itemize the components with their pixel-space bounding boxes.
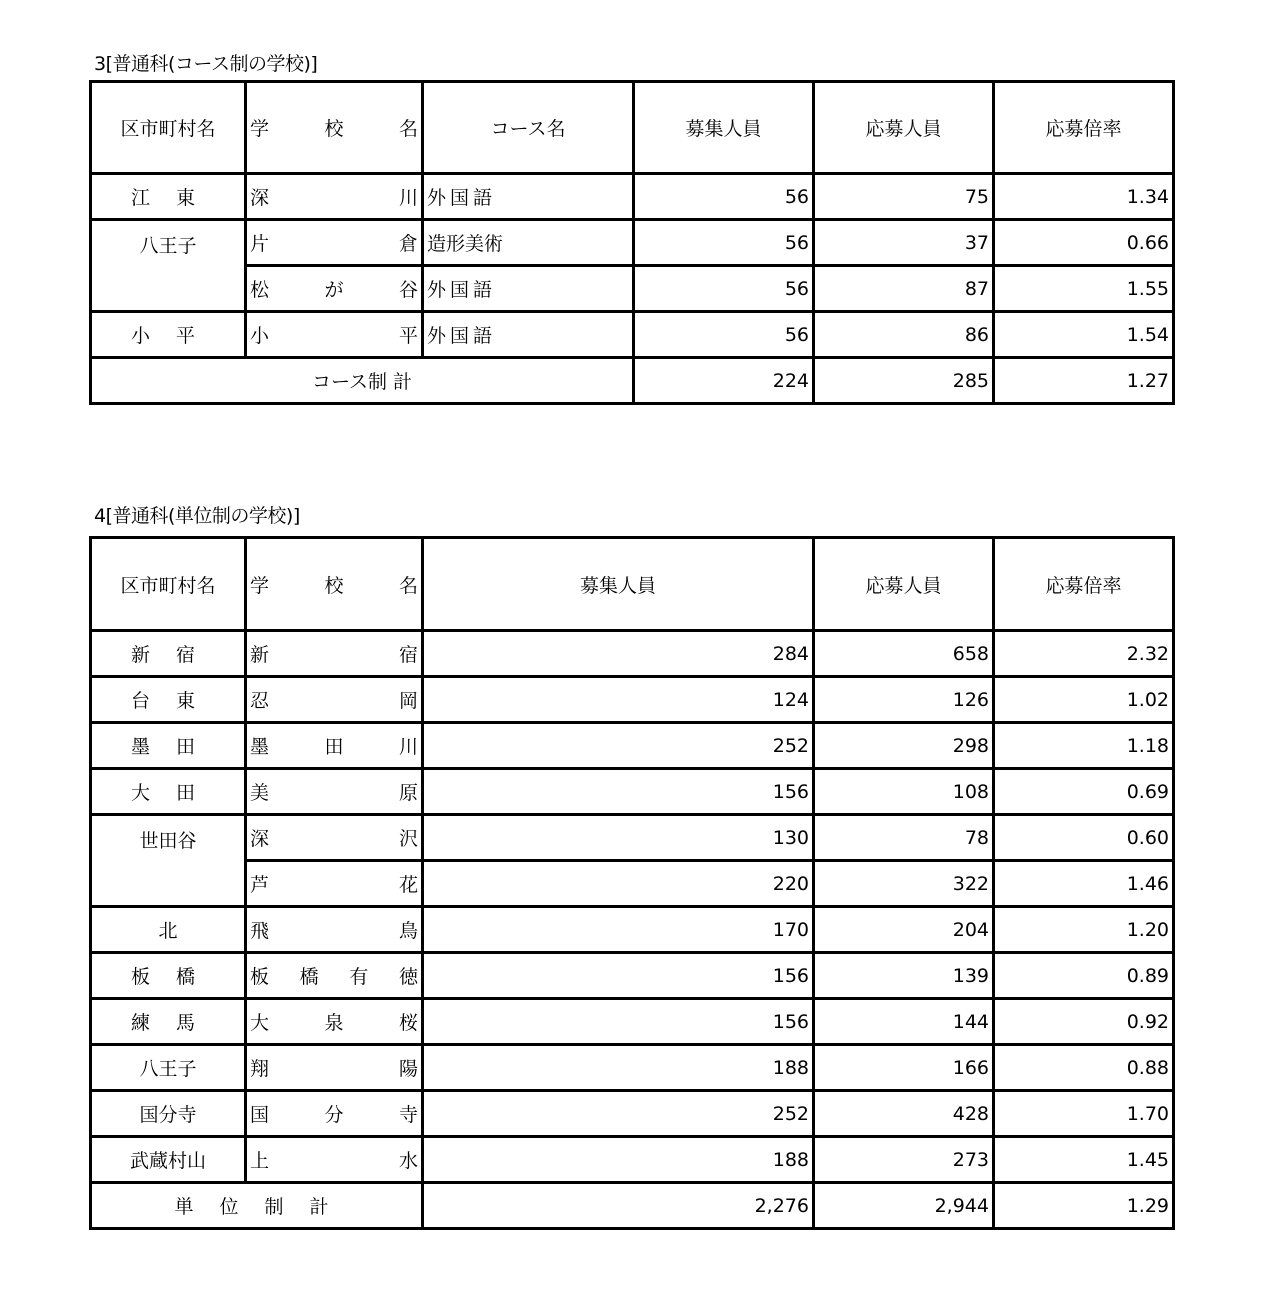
- header-ratio: 応募倍率: [994, 538, 1174, 631]
- course-cell: 外国語: [423, 174, 634, 220]
- school-cell: 上 水: [246, 1137, 423, 1183]
- table-row: [91, 815, 1174, 861]
- ratio-cell: 0.69: [994, 769, 1174, 815]
- capacity-cell: 56: [634, 174, 814, 220]
- header-school-char: 学: [250, 574, 270, 597]
- header-school-char: 校: [324, 118, 344, 140]
- capacity-cell: 284: [423, 631, 814, 677]
- ratio-cell: 1.55: [994, 266, 1174, 312]
- ratio-cell: 0.88: [994, 1045, 1174, 1091]
- total-ratio: 1.29: [994, 1183, 1174, 1229]
- capacity-cell: 170: [423, 907, 814, 953]
- course-cell: 造形美術: [423, 220, 634, 266]
- school-cell: 大 泉 桜: [246, 999, 423, 1045]
- header-applicants: 応募人員: [814, 82, 994, 174]
- total-label: 単 位 制 計: [91, 1183, 423, 1229]
- school-cell: 墨 田 川: [246, 723, 423, 769]
- total-capacity: 2,276: [423, 1183, 814, 1229]
- header-capacity: 募集人員: [634, 82, 814, 174]
- ratio-cell: 1.54: [994, 312, 1174, 358]
- applicants-cell: 428: [814, 1091, 994, 1137]
- school-cell: 忍 岡: [246, 677, 423, 723]
- applicants-cell: 298: [814, 723, 994, 769]
- table-row: [91, 1091, 1174, 1137]
- total-row: [91, 358, 1174, 404]
- header-row: [91, 82, 1174, 174]
- table-row: [91, 174, 1174, 220]
- applicants-cell: 86: [814, 312, 994, 358]
- ratio-cell: 1.70: [994, 1091, 1174, 1137]
- school-cell: 松 が 谷: [246, 266, 423, 312]
- header-capacity: 募集人員: [423, 538, 814, 631]
- table-row: [91, 631, 1174, 677]
- table-row: [91, 769, 1174, 815]
- total-ratio: 1.27: [994, 358, 1174, 404]
- applicants-cell: 322: [814, 861, 994, 907]
- district-cell: 国分寺: [91, 1091, 246, 1137]
- district-cell: 台 東: [91, 677, 246, 723]
- credit-schools-table: [89, 536, 1175, 1230]
- school-cell: 小 平: [246, 312, 423, 358]
- applicants-cell: 273: [814, 1137, 994, 1183]
- capacity-cell: 188: [423, 1045, 814, 1091]
- district-cell: 八王子: [91, 1045, 246, 1091]
- ratio-cell: 1.18: [994, 723, 1174, 769]
- ratio-cell: 2.32: [994, 631, 1174, 677]
- ratio-cell: 0.89: [994, 953, 1174, 999]
- school-cell: 飛 鳥: [246, 907, 423, 953]
- school-cell: 芦 花: [246, 861, 423, 907]
- header-school: [246, 82, 423, 174]
- capacity-cell: 156: [423, 999, 814, 1045]
- ratio-cell: 1.34: [994, 174, 1174, 220]
- capacity-cell: 56: [634, 266, 814, 312]
- table-row: [91, 312, 1174, 358]
- total-row: [91, 1183, 1174, 1229]
- district-cell: 小 平: [91, 312, 246, 358]
- school-cell: 美 原: [246, 769, 423, 815]
- table-row: [91, 953, 1174, 999]
- header-district: 区市町村名: [91, 538, 246, 631]
- school-cell: 板 橋 有 徳: [246, 953, 423, 999]
- table-row: [91, 220, 1174, 266]
- header-school-char: 学: [250, 118, 270, 140]
- section3-title: 3[普通科(コース制の学校)]: [94, 53, 318, 75]
- total-label: コース制 計: [91, 358, 634, 404]
- ratio-cell: 0.60: [994, 815, 1174, 861]
- table-row: [91, 907, 1174, 953]
- district-cell: 新 宿: [91, 631, 246, 677]
- district-cell: 世田谷: [91, 815, 246, 907]
- capacity-cell: 56: [634, 312, 814, 358]
- district-cell: 大 田: [91, 769, 246, 815]
- table-row: [91, 861, 1174, 907]
- applicants-cell: 126: [814, 677, 994, 723]
- capacity-cell: 156: [423, 953, 814, 999]
- course-cell: 外国語: [423, 312, 634, 358]
- ratio-cell: 1.02: [994, 677, 1174, 723]
- ratio-cell: 0.92: [994, 999, 1174, 1045]
- capacity-cell: 188: [423, 1137, 814, 1183]
- applicants-cell: 139: [814, 953, 994, 999]
- header-row: [91, 538, 1174, 631]
- ratio-cell: 1.45: [994, 1137, 1174, 1183]
- district-cell: 北: [91, 907, 246, 953]
- table-row: [91, 266, 1174, 312]
- ratio-cell: 1.20: [994, 907, 1174, 953]
- school-cell: 新 宿: [246, 631, 423, 677]
- applicants-cell: 87: [814, 266, 994, 312]
- total-capacity: 224: [634, 358, 814, 404]
- table-row: [91, 1045, 1174, 1091]
- school-cell: 深 沢: [246, 815, 423, 861]
- school-cell: 深 川: [246, 174, 423, 220]
- district-cell: 練 馬: [91, 999, 246, 1045]
- school-cell: 国 分 寺: [246, 1091, 423, 1137]
- course-cell: 外国語: [423, 266, 634, 312]
- capacity-cell: 124: [423, 677, 814, 723]
- school-cell: 翔 陽: [246, 1045, 423, 1091]
- header-school-char: 名: [398, 574, 418, 597]
- header-school: [246, 538, 423, 631]
- applicants-cell: 108: [814, 769, 994, 815]
- table-row: [91, 723, 1174, 769]
- applicants-cell: 37: [814, 220, 994, 266]
- course-schools-table: [89, 80, 1175, 405]
- ratio-cell: 1.46: [994, 861, 1174, 907]
- table-row: [91, 677, 1174, 723]
- applicants-cell: 144: [814, 999, 994, 1045]
- applicants-cell: 78: [814, 815, 994, 861]
- applicants-cell: 75: [814, 174, 994, 220]
- capacity-cell: 130: [423, 815, 814, 861]
- capacity-cell: 220: [423, 861, 814, 907]
- applicants-cell: 658: [814, 631, 994, 677]
- capacity-cell: 156: [423, 769, 814, 815]
- header-district: 区市町村名: [91, 82, 246, 174]
- section4-title: 4[普通科(単位制の学校)]: [94, 505, 300, 527]
- header-applicants: 応募人員: [814, 538, 994, 631]
- capacity-cell: 252: [423, 723, 814, 769]
- header-course: コース名: [423, 82, 634, 174]
- applicants-cell: 166: [814, 1045, 994, 1091]
- header-ratio: 応募倍率: [994, 82, 1174, 174]
- header-school-char: 校: [324, 574, 344, 597]
- table-row: [91, 1137, 1174, 1183]
- table-row: [91, 999, 1174, 1045]
- total-applicants: 285: [814, 358, 994, 404]
- district-cell: 武蔵村山: [91, 1137, 246, 1183]
- header-school-char: 名: [398, 118, 418, 140]
- total-applicants: 2,944: [814, 1183, 994, 1229]
- district-cell: 八王子: [91, 220, 246, 312]
- district-cell: 墨 田: [91, 723, 246, 769]
- ratio-cell: 0.66: [994, 220, 1174, 266]
- district-cell: 板 橋: [91, 953, 246, 999]
- applicants-cell: 204: [814, 907, 994, 953]
- capacity-cell: 252: [423, 1091, 814, 1137]
- district-cell: 江 東: [91, 174, 246, 220]
- school-cell: 片 倉: [246, 220, 423, 266]
- capacity-cell: 56: [634, 220, 814, 266]
